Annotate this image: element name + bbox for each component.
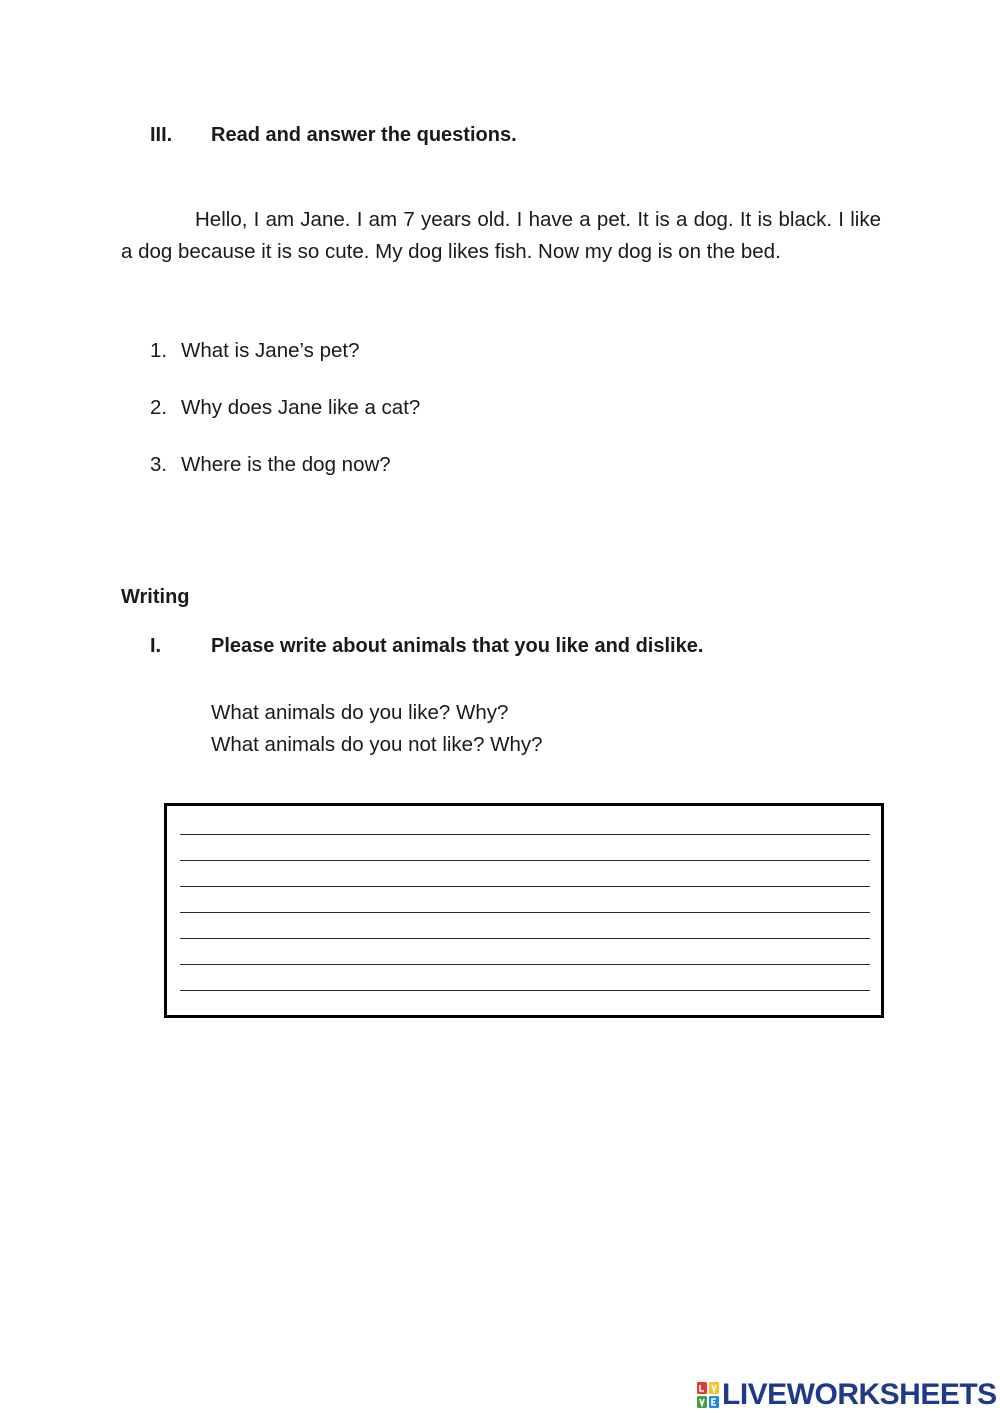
question-text: Why does Jane like a cat?	[181, 396, 421, 419]
question-number: 3.	[150, 453, 168, 476]
answer-line[interactable]	[180, 912, 870, 913]
question-number: 2.	[150, 396, 168, 419]
reading-passage: Hello, I am Jane. I am 7 years old. I have a pet. It is a dog. It is black. I like a dog because it is so cute. My dog likes fish. Now my dog is on the bed.	[121, 208, 881, 263]
liveworksheets-logo-text: LIVEWORKSHEETS	[722, 1378, 997, 1411]
liveworksheets-logo	[697, 1378, 997, 1412]
question-number: 1.	[150, 339, 168, 362]
writing-section-numeral: I.	[150, 635, 162, 657]
question-list	[150, 338, 420, 509]
answer-line[interactable]	[180, 834, 870, 835]
answer-line[interactable]	[180, 964, 870, 965]
reading-section-numeral: III.	[150, 124, 173, 146]
writing-prompt: What animals do you not like? Why?	[211, 733, 543, 756]
question-item	[150, 395, 420, 452]
liveworksheets-logo-icon	[697, 1382, 719, 1408]
reading-instruction: Read and answer the questions.	[211, 124, 517, 146]
answer-line[interactable]	[180, 990, 870, 991]
writing-prompt: What animals do you like? Why?	[211, 701, 509, 724]
question-text: What is Jane’s pet?	[181, 339, 360, 362]
answer-line[interactable]	[180, 938, 870, 939]
question-item	[150, 452, 420, 509]
question-item	[150, 338, 420, 395]
question-text: Where is the dog now?	[181, 453, 391, 476]
writing-section-title: Writing	[121, 586, 190, 608]
answer-line[interactable]	[180, 860, 870, 861]
answer-line[interactable]	[180, 886, 870, 887]
writing-instruction: Please write about animals that you like and dislike.	[211, 635, 704, 657]
writing-answer-box[interactable]	[164, 803, 884, 1018]
